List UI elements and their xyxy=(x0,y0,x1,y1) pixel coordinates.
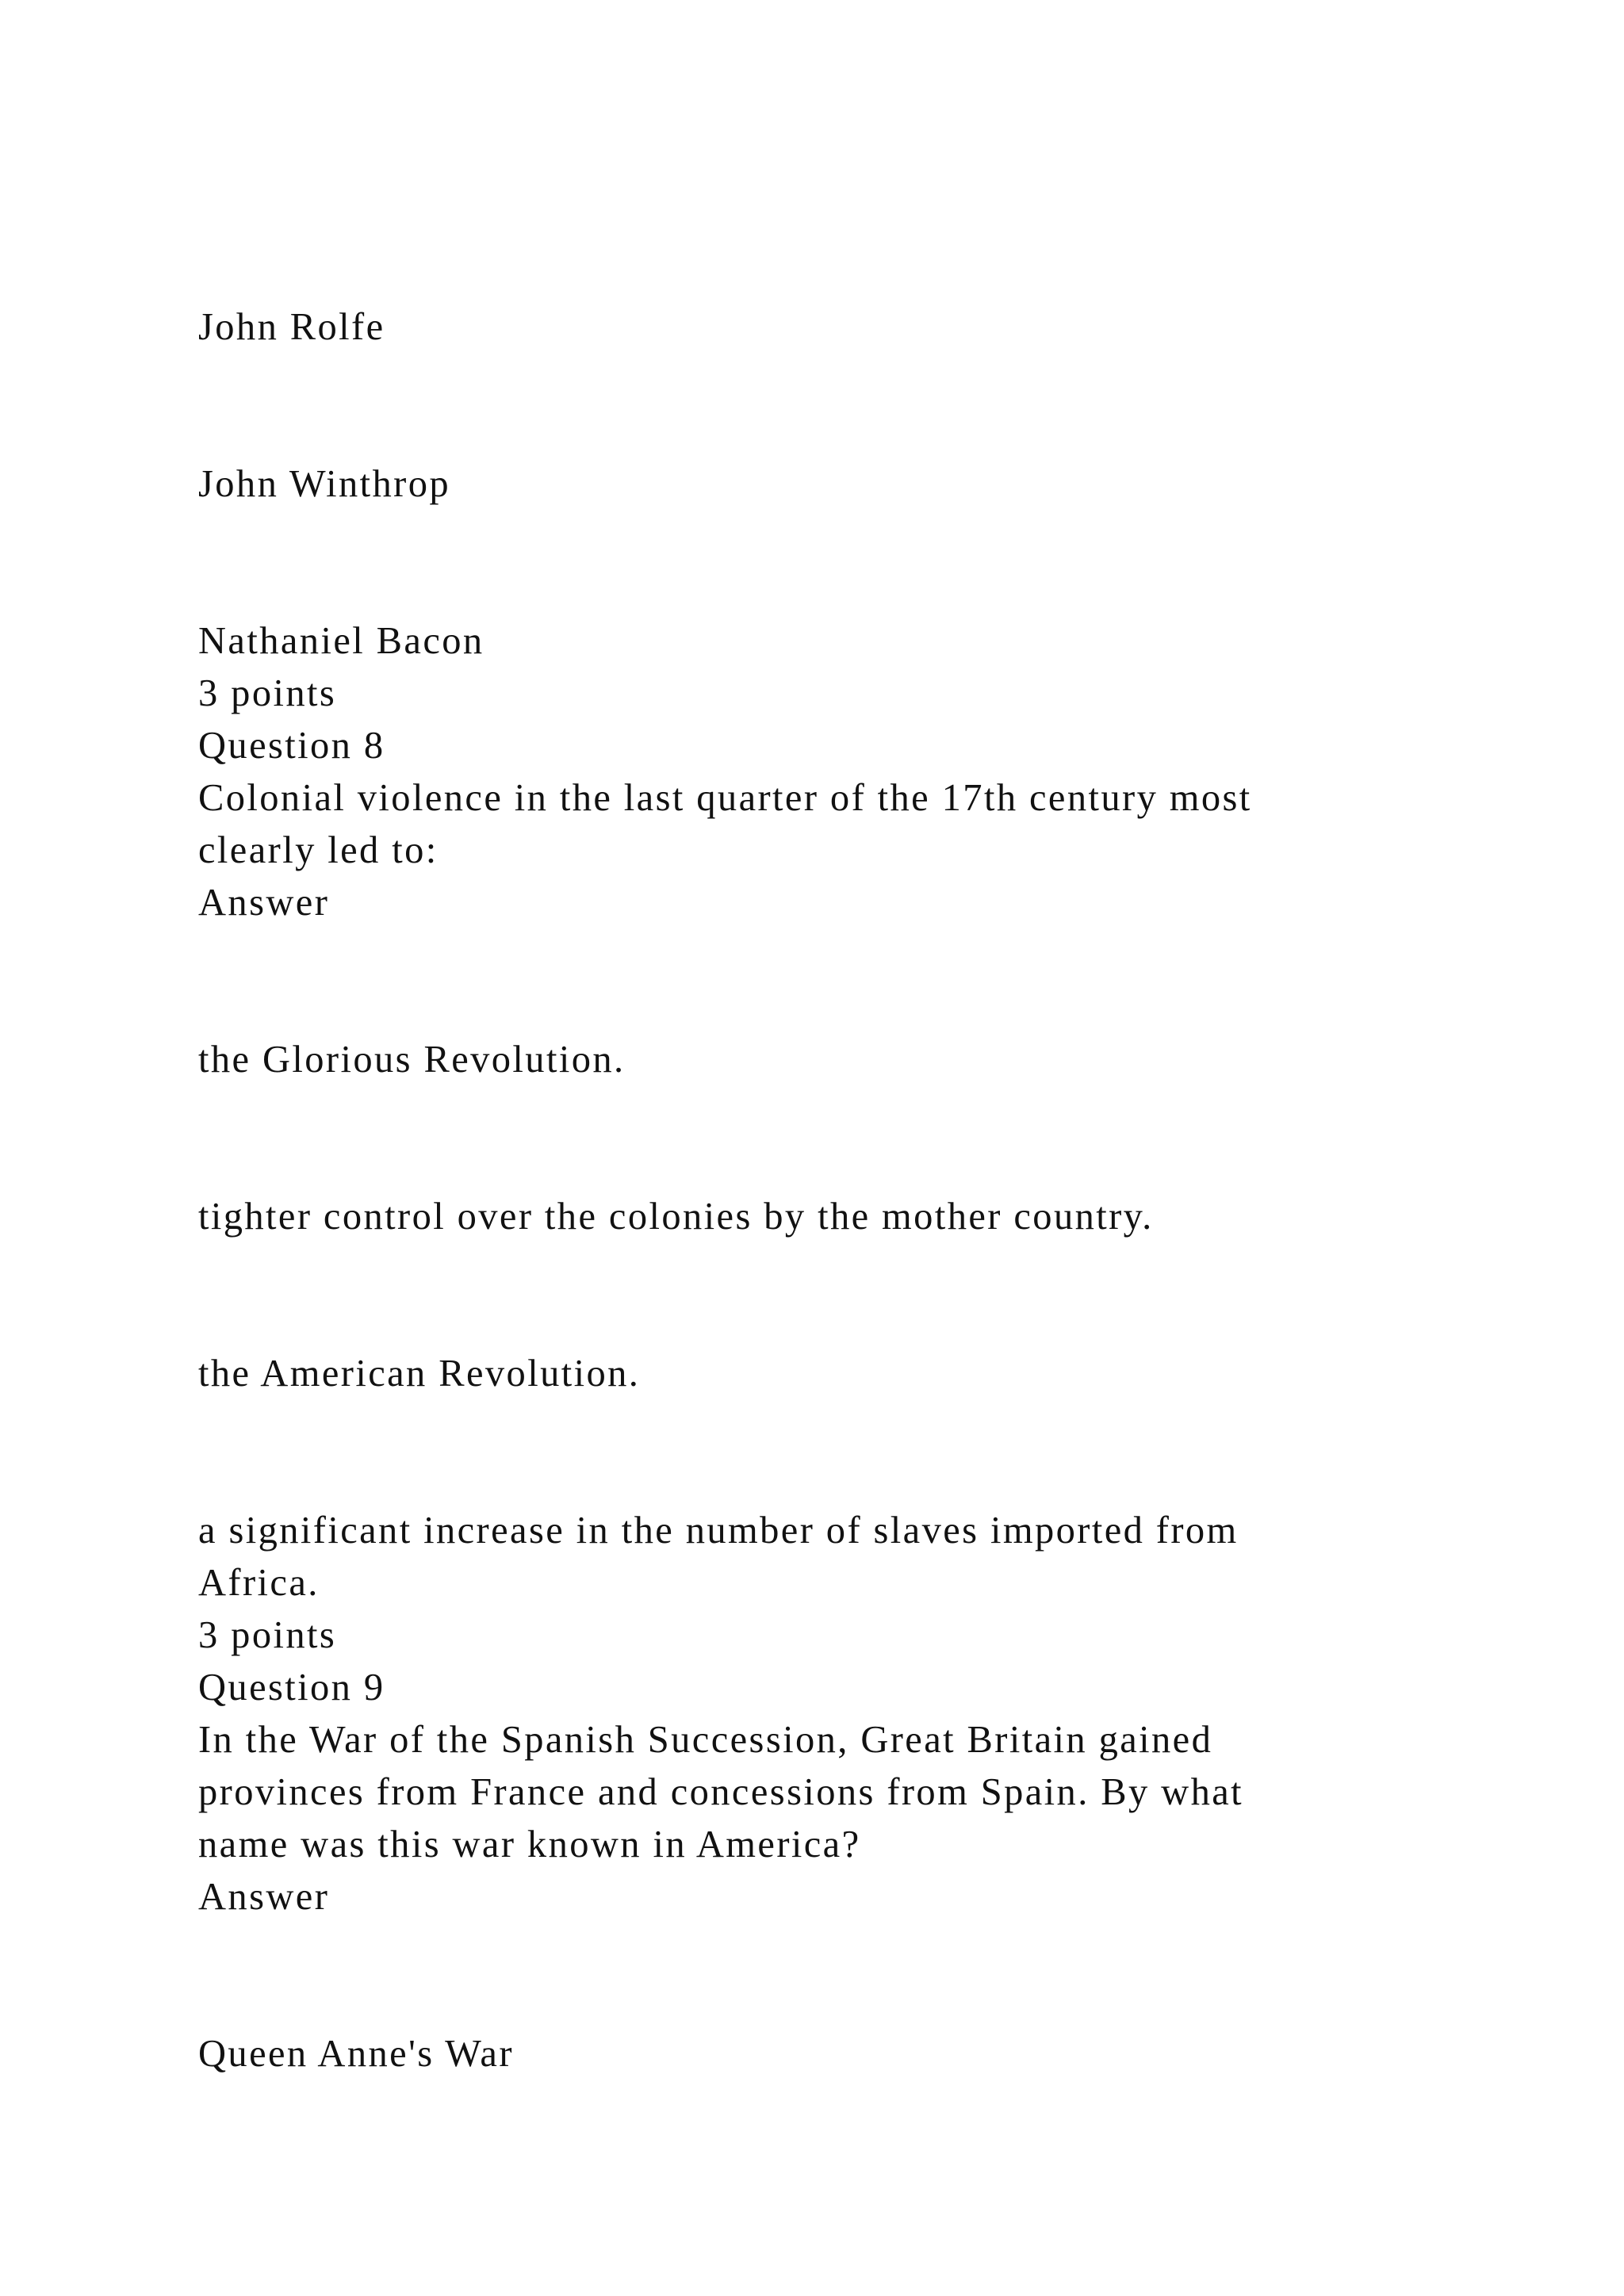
question-points: 3 points xyxy=(198,672,337,714)
answer-label: Answer xyxy=(198,882,330,924)
answer-option: John Winthrop xyxy=(198,463,451,505)
answer-option: a significant increase in the number of slaves imported from xyxy=(198,1510,1239,1552)
question-prompt: provinces from France and concessions from Spain. By what xyxy=(198,1771,1244,1813)
answer-option: the Glorious Revolution. xyxy=(198,1039,626,1081)
answer-option: tighter control over the colonies by the mother country. xyxy=(198,1196,1154,1238)
answer-option: Africa. xyxy=(198,1562,320,1604)
answer-option: Nathaniel Bacon xyxy=(198,620,485,662)
answer-option: John Rolfe xyxy=(198,306,385,348)
question-prompt: clearly led to: xyxy=(198,829,439,871)
answer-option: the American Revolution. xyxy=(198,1353,641,1395)
question-prompt: name was this war known in America? xyxy=(198,1823,861,1866)
question-prompt: In the War of the Spanish Succession, Great Britain gained xyxy=(198,1719,1213,1761)
question-prompt: Colonial violence in the last quarter of the 17th century most xyxy=(198,777,1252,819)
question-points: 3 points xyxy=(198,1614,337,1656)
question-title: Question 9 xyxy=(198,1667,385,1709)
question-title: Question 8 xyxy=(198,725,385,767)
answer-option: Queen Anne's War xyxy=(198,2033,514,2075)
answer-label: Answer xyxy=(198,1876,330,1918)
